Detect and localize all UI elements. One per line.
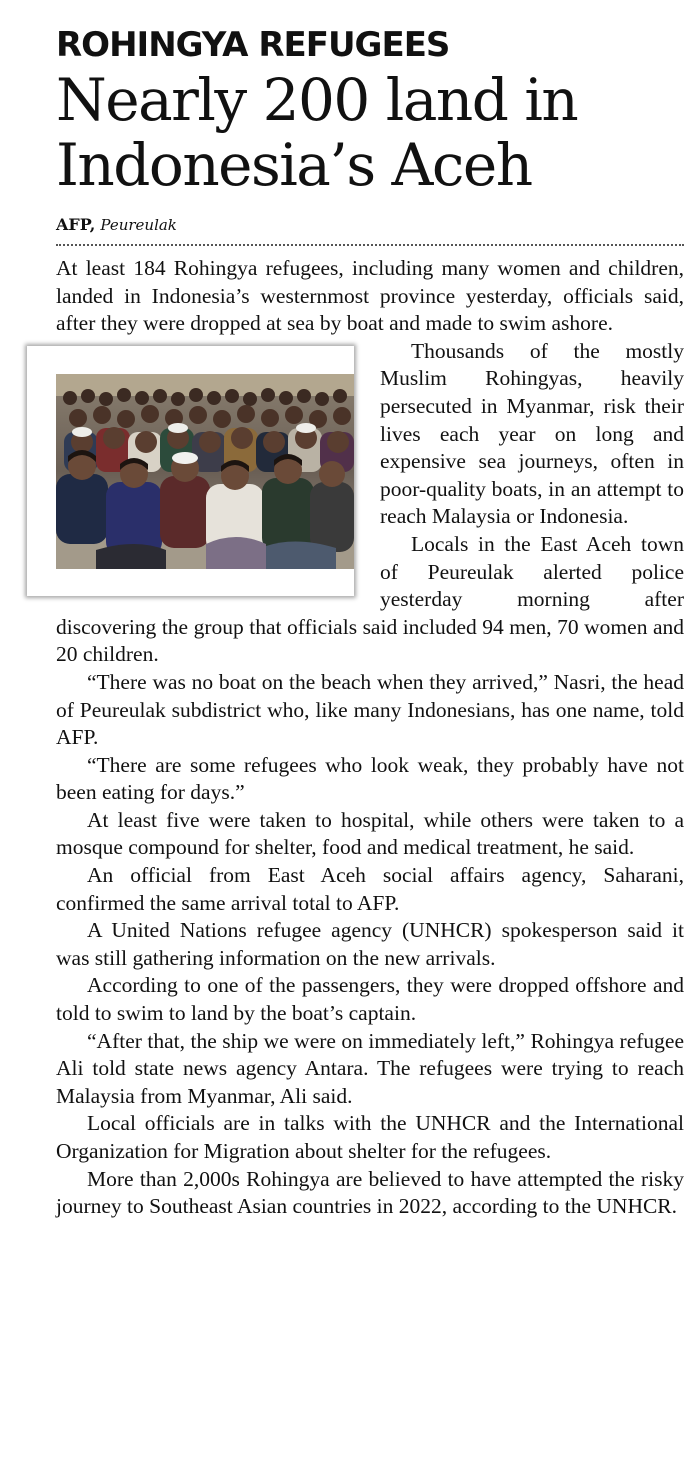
- paragraph-12: More than 2,000s Rohingya are believed to have attempted the risky journey to Southeast Asian countries in 2022, according to the UNHCR.: [56, 1166, 684, 1219]
- paragraph-11: Local officials are in talks with the UNHCR and the International Organization for Migration about shelter for the refugees.: [56, 1111, 684, 1163]
- article-kicker: ROHINGYA REFUGEES: [56, 25, 450, 65]
- photo-frame: [27, 346, 354, 596]
- byline-place: Peureulak: [100, 216, 177, 234]
- headline-line-2: Indonesia’s Aceh: [56, 131, 532, 199]
- paragraph-6: At least five were taken to hospital, while others were taken to a mosque compound for shelter, food and medical treatment, he said.: [56, 807, 684, 860]
- paragraph-1: At least 184 Rohingya refugees, including many women and children, landed in Indonesia’s westernmost province yesterday, officials said, after they were dropped at sea by boat and made to swim ashore.: [56, 256, 684, 336]
- article-headline: [56, 68, 684, 198]
- refugees-photo: [56, 374, 354, 569]
- paragraph-9: According to one of the passengers, they were dropped offshore and told to swim to land by the boat’s captain.: [56, 973, 684, 1026]
- paragraph-8: A United Nations refugee agency (UNHCR) spokesperson said it was still gathering information on the new arrivals.: [56, 918, 684, 970]
- paragraph-4: “There was no boat on the beach when they arrived,” Nasri, the head of Peureulak subdistrict who, like many Indonesians, has one name, told AFP.: [56, 669, 684, 750]
- byline-divider: [56, 244, 684, 246]
- article-body: [56, 255, 684, 1221]
- paragraph-5: “There are some refugees who look weak, they probably have not been eating for days.”: [56, 752, 684, 805]
- paragraph-3: Locals in the East Aceh town of Peureulak alerted police yesterday morning after discovering the group that officials said included 94 men, 70 women and 20 children.: [56, 531, 684, 667]
- paragraph-10: “After that, the ship we were on immediately left,” Rohingya refugee Ali told state news agency Antara. The refugees were trying to reach Malaysia from Myanmar, Ali said.: [56, 1028, 684, 1108]
- headline-line-1: Nearly 200 land in: [56, 66, 578, 134]
- article: [56, 22, 684, 1221]
- paragraph-2: Thousands of the mostly Muslim Rohingyas, heavily persecuted in Myanmar, risk their lives each year on long and expensive sea journeys, often in poor-quality boats, in an attempt to reach Malaysia or Indonesia.: [380, 338, 684, 529]
- paragraph-7: An official from East Aceh social affairs agency, Saharani, confirmed the same arrival total to AFP.: [56, 863, 684, 915]
- byline: [56, 214, 684, 236]
- byline-agency: AFP,: [56, 215, 96, 234]
